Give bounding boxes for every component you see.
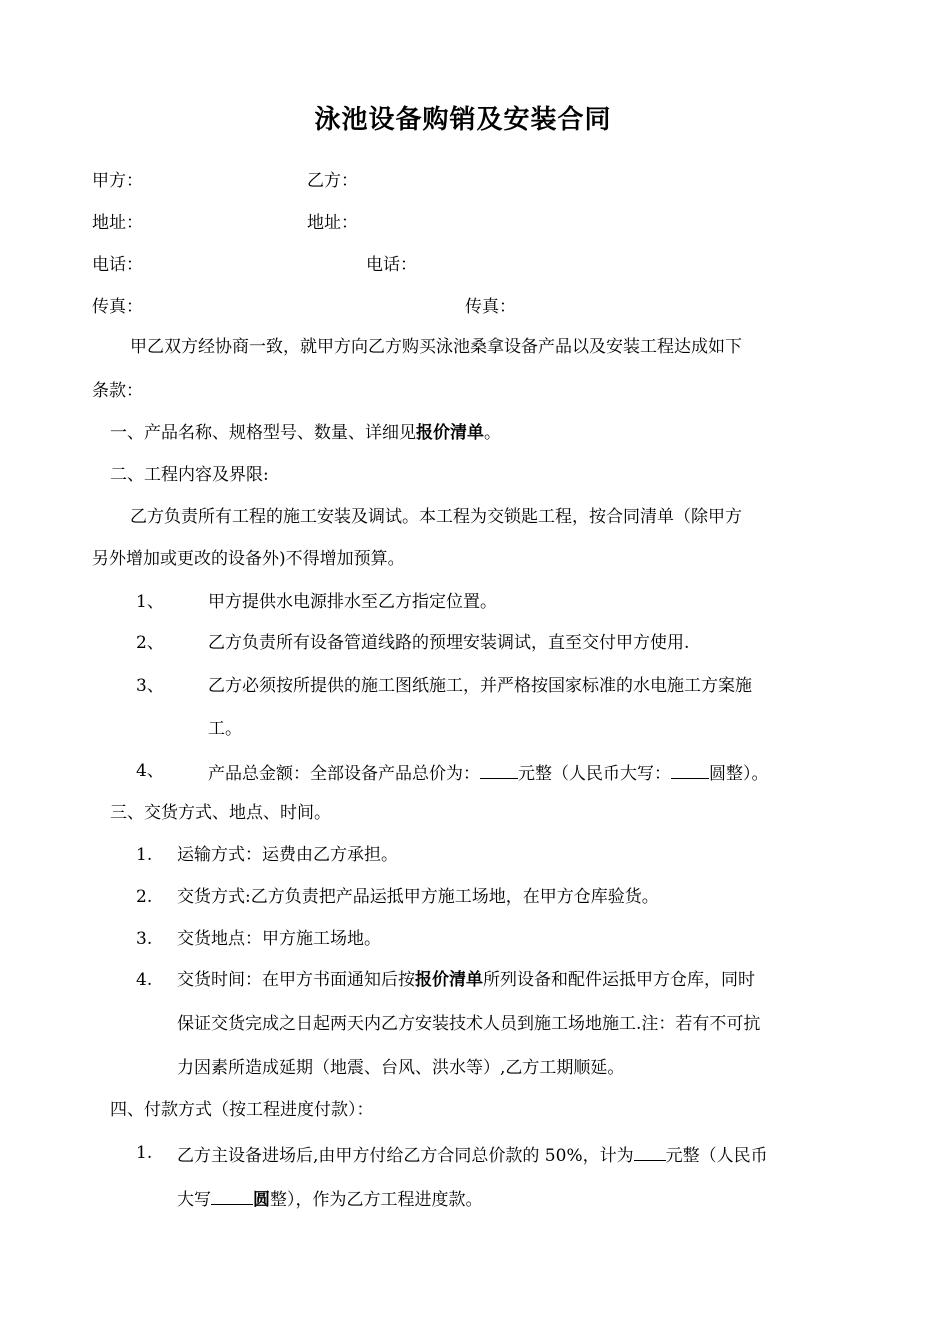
party-a-phone-label: 电话：	[92, 255, 143, 275]
party-a-fax-label: 传真：	[92, 297, 143, 317]
party-a-label: 甲方：	[92, 171, 143, 191]
party-b-label: 乙方：	[307, 171, 358, 191]
quote-list-ref: 报价清单	[416, 423, 484, 443]
party-b-address-label: 地址：	[307, 213, 358, 233]
party-a-address-label: 地址：	[92, 213, 143, 233]
s2-item-2-num: 2、	[136, 633, 164, 653]
party-b-phone-label: 电话：	[366, 255, 417, 275]
s3-item-3-num: 3.	[136, 929, 153, 949]
yuan-char: 圆	[253, 1190, 270, 1210]
s3-item-1-text: 运输方式：运费由乙方承担。	[177, 845, 398, 865]
payment-amount-blank	[634, 1142, 666, 1161]
document-title: 泳池设备购销及安装合同	[314, 105, 612, 135]
s4-item-1-line-2	[177, 1186, 483, 1211]
amount-suffix: 圆整）。	[709, 764, 769, 784]
section-2-para-line-2: 另外增加或更改的设备外)不得增加预算。	[92, 549, 405, 569]
intro-line-1: 甲乙双方经协商一致，就甲方向乙方购买泳池桑拿设备产品以及安装工程达成如下	[130, 337, 742, 357]
s4-item-1-line-1	[177, 1142, 768, 1167]
s3-item-4-num: 4.	[136, 970, 153, 990]
amount-blank	[480, 760, 518, 779]
s2-item-3-num: 3、	[136, 676, 164, 696]
s2-item-3-text: 乙方必须按所提供的施工图纸施工，并严格按国家标准的水电施工方案施	[208, 676, 752, 696]
section-3-heading: 三、交货方式、地点、时间。	[110, 803, 331, 823]
s4-item-1-num: 1.	[136, 1143, 153, 1163]
s2-item-4-num: 4、	[136, 761, 164, 781]
s2-item-1-text: 甲方提供水电源排水至乙方指定位置。	[208, 592, 497, 612]
section-2-para-line-1: 乙方负责所有工程的施工安装及调试。本工程为交锁匙工程，按合同清单（除甲方	[130, 507, 742, 527]
s3-item-1-num: 1.	[136, 845, 153, 865]
payment-text: 乙方主设备进场后,由甲方付给乙方合同总价款的 50%，计为	[177, 1146, 634, 1166]
uppercase-blank	[211, 1186, 253, 1205]
delivery-time-text-2: 所列设备和配件运抵甲方仓库，同时	[483, 970, 755, 990]
intro-line-2: 条款：	[92, 381, 143, 401]
s2-item-4-text	[208, 760, 769, 785]
s3-item-4-line-2: 保证交货完成之日起两天内乙方安装技术人员到施工场地施工.注：若有不可抗	[177, 1014, 761, 1034]
s3-item-2-num: 2.	[136, 887, 153, 907]
amount-uppercase-label: 元整（人民币大写：	[518, 764, 671, 784]
s2-item-2-text: 乙方负责所有设备管道线路的预埋安装调试，直至交付甲方使用.	[208, 633, 690, 653]
total-amount-label: 产品总金额：全部设备产品总价为：	[208, 764, 480, 784]
uppercase-label: 大写	[177, 1190, 211, 1210]
quote-list-ref-2: 报价清单	[415, 970, 483, 990]
s3-item-4-line-1	[177, 969, 755, 991]
delivery-time-text: 交货时间：在甲方书面通知后按	[177, 970, 415, 990]
section-4-heading: 四、付款方式（按工程进度付款）：	[110, 1100, 374, 1120]
s2-item-3-cont: 工。	[208, 719, 242, 739]
section-1-line	[110, 422, 501, 444]
section-2-heading: 二、工程内容及界限:	[110, 465, 269, 485]
payment-text-3: 整），作为乙方工程进度款。	[270, 1190, 483, 1210]
s3-item-2-text: 交货方式:乙方负责把产品运抵甲方施工场地，在甲方仓库验货。	[177, 887, 659, 907]
s3-item-4-line-3: 力因素所造成延期（地震、台风、洪水等）,乙方工期顺延。	[177, 1058, 625, 1078]
amount-uppercase-blank	[671, 760, 709, 779]
s3-item-3-text: 交货地点：甲方施工场地。	[177, 929, 381, 949]
payment-text-2: 元整（人民币	[665, 1146, 768, 1166]
section-1-text: 一、产品名称、规格型号、数量、详细见	[110, 423, 416, 443]
s2-item-1-num: 1、	[136, 592, 164, 612]
party-b-fax-label: 传真：	[465, 297, 516, 317]
section-1-suffix: 。	[484, 423, 501, 443]
